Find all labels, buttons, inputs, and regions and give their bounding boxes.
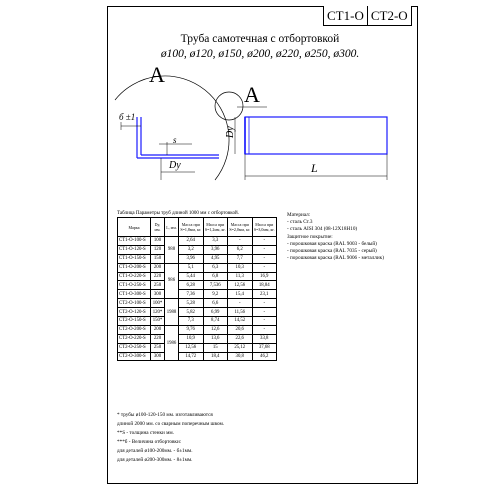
table-cell: 8,74 [203,317,228,326]
table-cell: 3,96 [179,254,204,263]
title-stamp [323,6,412,26]
table-cell: 7,3 [179,317,204,326]
col-mark: Марка [118,218,151,237]
table-cell: 13,6 [203,334,228,343]
note-line: для деталей ø100-200мм. - б±1мм. [117,448,193,454]
table-cell: 3,3 [203,237,228,246]
table-cell: 220 [151,272,165,281]
table-row [118,352,277,361]
table-row [118,299,277,308]
table-cell: СТ2-О-100-S [118,299,151,308]
table-cell: 12,56 [228,281,253,290]
table-cell: СТ1-О-120-S [118,245,151,254]
col-mass-1-2: Масса при S=1,2мм, кг. [203,218,228,237]
table-row [118,290,277,299]
table-cell: 9,76 [179,325,204,334]
table-cell: 46,2 [252,352,277,361]
table-cell: 10,3 [228,263,253,272]
table-cell: 23,1 [252,290,277,299]
col-mass-3-0: Масса при S=3,0мм, кг. [252,218,277,237]
table-cell: 6,3 [203,263,228,272]
table-cell: 6,6 [203,299,228,308]
note-line: для деталей ø200-300мм. - 8±1мм. [117,457,193,463]
table-cell: 5,82 [179,308,204,317]
table-cell: СТ1-О-150-S [118,254,151,263]
table-cell: 7,7 [228,254,253,263]
table-cell: 11,56 [228,308,253,317]
table-cell: - [252,317,277,326]
table-cell: 120 [151,245,165,254]
table-cell: 5,1 [179,263,204,272]
coating-item: - порошковая краска (RAL 9006 - металлик) [287,255,384,262]
table-cell: - [252,245,277,254]
table-cell: - [252,237,277,246]
section-view-label: A [244,82,260,107]
table-cell: 18,84 [252,281,277,290]
table-cell: 11,3 [228,272,253,281]
table-row [118,254,277,263]
table-cell: 2,64 [179,237,204,246]
table-cell: 250 [151,343,165,352]
dim-pipe-diameter: Dy [225,126,236,138]
table-cell: СТ1-О-200-S [118,263,151,272]
table-cell: СТ2-О-120-S [118,308,151,317]
table-cell: 150 [151,254,165,263]
table-cell: 220 [151,334,165,343]
table-cell: СТ1-О-100-S [118,237,151,246]
table-cell: 200 [151,325,165,334]
table-cell: 3,96 [203,245,228,254]
title-line-1: Труба самотечная с отбортовкой [180,33,340,45]
table-cell: 6,99 [203,308,228,317]
table-cell-length: 1986 [165,325,179,361]
table-row [118,343,277,352]
col-dy: Dy, мм. [151,218,165,237]
table-cell: - [228,299,253,308]
table-cell: 7,36 [179,290,204,299]
table-caption: Таблица Параметры труб длиной 1000 мм с отбортовкой. [117,211,239,216]
document-title [150,32,370,62]
material-item: - сталь AISI 304 (08-12Х18Н10) [287,226,358,233]
coating-item: - порошковая краска (RAL 7035 - серый) [287,248,377,255]
table-cell: СТ2-О-200-S [118,325,151,334]
table-cell: 120* [151,308,165,317]
table-cell: 12,56 [179,343,204,352]
table-cell: 7,536 [203,281,228,290]
table-cell: СТ1-О-220-S [118,272,151,281]
dim-flange-width: б ±1 [119,112,136,122]
notes-block [117,411,317,465]
note-line: **S - толщина стенки мм. [117,430,174,436]
table-cell: 15 [203,343,228,352]
table-cell: 33,8 [252,334,277,343]
table-cell-length: 986 [165,263,179,299]
table-row [118,272,277,281]
dim-wall-thickness: s [173,135,177,145]
table-cell: 6,8 [203,272,228,281]
table-cell: 5,44 [179,272,204,281]
table-cell: 10,9 [179,334,204,343]
parameters-table [117,217,277,361]
table-row [118,263,277,272]
table-cell: - [252,299,277,308]
table-cell: - [252,263,277,272]
note-line: ***б - Величина отбортовки: [117,439,182,445]
table-row [118,245,277,254]
table-row [118,317,277,326]
table-cell: 25,12 [228,343,253,352]
table-cell: 300 [151,290,165,299]
dim-detail-diameter: Dy [169,160,181,171]
table-cell: СТ1-О-250-S [118,281,151,290]
table-cell: - [252,325,277,334]
table-cell: 6,28 [179,281,204,290]
table-cell: 5,28 [179,299,204,308]
table-cell: 14,72 [179,352,204,361]
technical-drawing [107,60,418,208]
table-cell: 150* [151,317,165,326]
title-line-2: ø100, ø120, ø150, ø200, ø220, ø250, ø300. [160,48,360,60]
table-cell: 30,8 [228,352,253,361]
dim-pipe-length: L [311,161,318,175]
stamp-tag-st2: СТ2-О [367,6,411,25]
table-cell: 22,6 [228,334,253,343]
table-cell: 300 [151,352,165,361]
table-cell: СТ2-О-150-S [118,317,151,326]
table-cell: - [228,237,253,246]
materials-block [287,212,412,262]
table-row [118,281,277,290]
table-cell: 250 [151,281,165,290]
table-cell: 37,68 [252,343,277,352]
table-cell: 16,9 [252,272,277,281]
detail-view-label: A [149,62,165,87]
table-cell: 3,2 [179,245,204,254]
pipe-body [245,117,387,154]
parameters-table-block [117,210,277,361]
table-cell: 12,6 [203,325,228,334]
table-cell: 18,4 [203,352,228,361]
table-row [118,334,277,343]
materials-heading: Материал: [287,212,311,218]
col-mass-2-0: Масса при S=2,0мм, кг. [228,218,253,237]
material-item: - сталь Ст.3 [287,219,313,226]
table-cell: СТ2-О-220-S [118,334,151,343]
table-cell: - [252,254,277,263]
table-cell-length: 1988 [165,299,179,326]
table-cell: - [252,308,277,317]
table-cell: СТ2-О-300-S [118,352,151,361]
table-cell: СТ2-О-250-S [118,343,151,352]
table-cell: 200 [151,263,165,272]
table-cell: 9,2 [203,290,228,299]
table-cell: 15,4 [228,290,253,299]
table-cell: 100* [151,299,165,308]
coating-item: - порошковая краска (RAL 9003 - белый) [287,240,377,247]
col-l: L, мм. [165,218,179,237]
table-row [118,237,277,246]
table-cell: 14,52 [228,317,253,326]
note-line: длиной 2000 мм. со сварным поперечным швом. [117,421,225,427]
table-cell-length: 988 [165,237,179,264]
table-cell: 4,95 [203,254,228,263]
table-row [118,308,277,317]
note-line: * трубы ø100-120-150 мм. изготавливаются [117,412,213,418]
table-row [118,325,277,334]
table-cell: 6,2 [228,245,253,254]
col-mass-1-8: Масса при S=1,8мм, кг. [179,218,204,237]
stamp-tag-st1: СТ1-О [327,8,364,23]
table-cell: СТ1-О-300-S [118,290,151,299]
table-cell: 100 [151,237,165,246]
table-cell: 20,6 [228,325,253,334]
coating-heading: Защитное покрытие: [287,233,333,240]
